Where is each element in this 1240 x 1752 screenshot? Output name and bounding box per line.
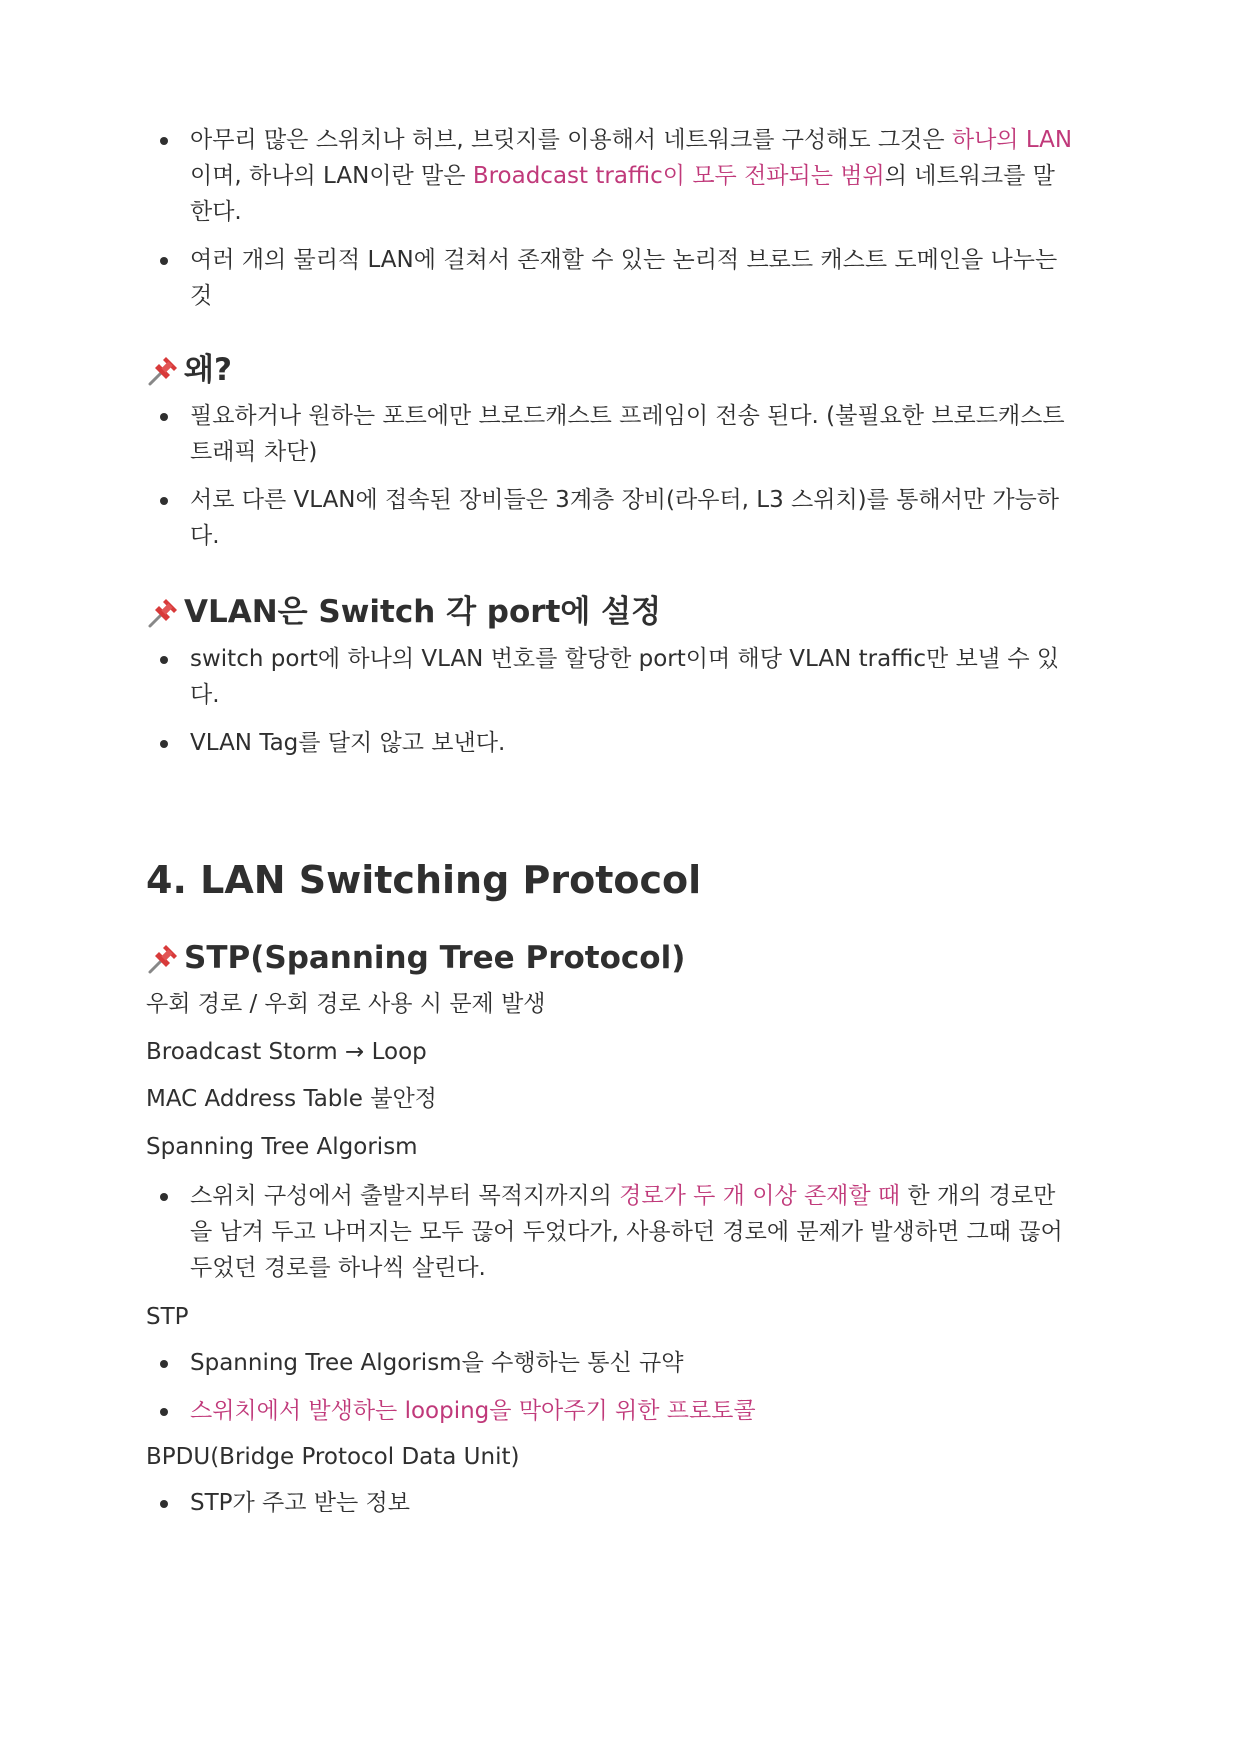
bullet-icon (160, 1500, 168, 1508)
bullet-icon (160, 740, 168, 748)
page-title: 4. LAN Switching Protocol (146, 858, 702, 902)
list-item: switch port에 하나의 VLAN 번호를 할당한 port이며 해당 VLAN traffic만 보낼 수 있다. (146, 641, 1076, 713)
list-item: 아무리 많은 스위치나 허브, 브릿지를 이용해서 네트워크를 구성해도 그것은 하나의 LAN이며, 하나의 LAN이란 말은 Broadcast traffic이 모두 전파되는 범위의 네트워크를 말한다. (146, 122, 1076, 230)
vlan-list (146, 641, 1076, 761)
bpdu-list (146, 1485, 1076, 1521)
list-item: Spanning Tree Algorism을 수행하는 통신 규약 (146, 1345, 1076, 1381)
list-item (146, 1393, 1076, 1429)
bullet-icon (160, 497, 168, 505)
highlight-text: 경로가 두 개 이상 존재할 때 (619, 1183, 901, 1209)
section-heading-why: 왜? (146, 350, 232, 390)
algorism-list (146, 1178, 1076, 1286)
pushpin-icon (146, 352, 182, 388)
list-item: VLAN Tag를 달지 않고 보낸다. (146, 725, 1076, 761)
why-list (146, 398, 1076, 554)
highlight-text: 하나의 LAN (951, 127, 1073, 153)
highlight-text: 스위치에서 발생하는 looping을 막아주기 위한 프로토콜 (190, 1398, 756, 1424)
list-item: STP가 주고 받는 정보 (146, 1485, 1076, 1521)
pushpin-icon (146, 940, 182, 976)
list-item: 필요하거나 원하는 포트에만 브로드캐스트 프레임이 전송 된다. (불필요한 브로드캐스트 트래픽 차단) (146, 398, 1076, 470)
paragraph: MAC Address Table 불안정 (146, 1086, 437, 1112)
paragraph: Broadcast Storm → Loop (146, 1039, 427, 1065)
bullet-icon (160, 257, 168, 265)
list-item: 여러 개의 물리적 LAN에 걸쳐서 존재할 수 있는 논리적 브로드 캐스트 도메인을 나누는 것 (146, 242, 1076, 314)
paragraph: 우회 경로 / 우회 경로 사용 시 문제 발생 (146, 991, 546, 1017)
section-heading-stp: STP(Spanning Tree Protocol) (146, 938, 685, 978)
list-item: 스위치 구성에서 출발지부터 목적지까지의 경로가 두 개 이상 존재할 때 한 개의 경로만을 남겨 두고 나머지는 모두 끊어 두었다가, 사용하던 경로에 문제가 발생하면 그때 끊어 두었던 경로를 하나씩 살린다. (146, 1178, 1076, 1286)
bullet-icon (160, 1193, 168, 1201)
pushpin-icon (146, 594, 182, 630)
highlight-text: Broadcast traffic이 모두 전파되는 범위 (472, 163, 885, 189)
paragraph: STP (146, 1304, 189, 1330)
bullet-icon (160, 656, 168, 664)
paragraph: BPDU(Bridge Protocol Data Unit) (146, 1444, 520, 1470)
paragraph: Spanning Tree Algorism (146, 1134, 418, 1160)
section-heading-vlan: VLAN은 Switch 각 port에 설정 (146, 592, 661, 632)
intro-list (146, 122, 1076, 314)
bullet-icon (160, 137, 168, 145)
list-item: 서로 다른 VLAN에 접속된 장비들은 3계층 장비(라우터, L3 스위치)를 통해서만 가능하다. (146, 482, 1076, 554)
stp-list (146, 1345, 1076, 1429)
bullet-icon (160, 1408, 168, 1416)
bullet-icon (160, 413, 168, 421)
bullet-icon (160, 1360, 168, 1368)
